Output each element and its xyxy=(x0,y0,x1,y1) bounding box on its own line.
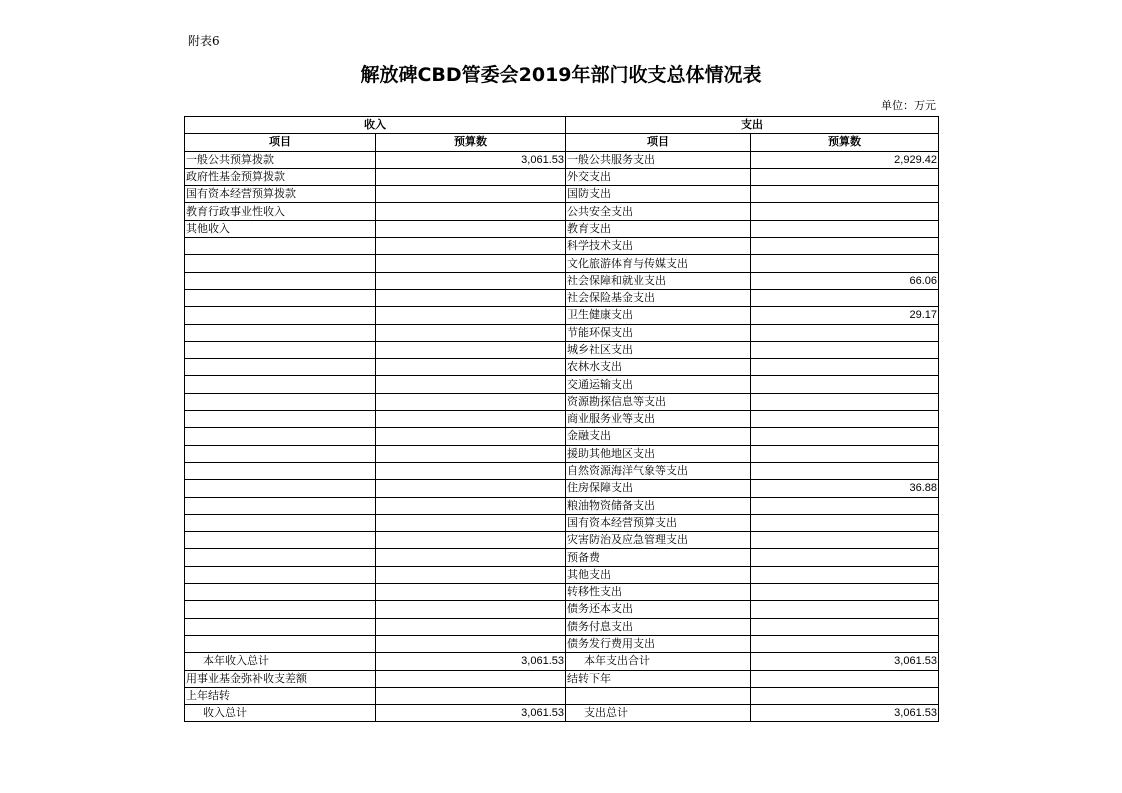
income-item-cell xyxy=(185,532,376,549)
expense-value-cell xyxy=(751,445,939,462)
table-row xyxy=(185,566,939,583)
income-item-cell xyxy=(185,635,376,652)
summary-expense-value-cell: 3,061.53 xyxy=(751,653,939,670)
expense-value-cell xyxy=(751,255,939,272)
table-row xyxy=(185,497,939,514)
income-value-cell xyxy=(376,307,566,324)
expense-item-cell: 农林水支出 xyxy=(566,359,751,376)
expense-value-cell xyxy=(751,618,939,635)
table-row xyxy=(185,289,939,306)
income-value-cell xyxy=(376,584,566,601)
summary-income-value-cell xyxy=(376,670,566,687)
income-item-header: 项目 xyxy=(185,134,376,151)
expense-item-cell: 节能环保支出 xyxy=(566,324,751,341)
table-row xyxy=(185,341,939,358)
expense-item-cell: 城乡社区支出 xyxy=(566,341,751,358)
income-value-cell xyxy=(376,532,566,549)
expense-item-cell: 商业服务业等支出 xyxy=(566,411,751,428)
income-value-cell xyxy=(376,601,566,618)
expense-item-header: 项目 xyxy=(566,134,751,151)
summary-expense-item-cell xyxy=(566,687,751,704)
expense-value-cell xyxy=(751,497,939,514)
income-value-cell xyxy=(376,480,566,497)
income-value-cell xyxy=(376,272,566,289)
expense-item-cell: 金融支出 xyxy=(566,428,751,445)
summary-row xyxy=(185,670,939,687)
income-item-cell xyxy=(185,238,376,255)
expense-value-cell xyxy=(751,428,939,445)
table-row xyxy=(185,203,939,220)
expense-value-cell xyxy=(751,238,939,255)
table-row xyxy=(185,307,939,324)
income-item-cell xyxy=(185,376,376,393)
summary-expense-value-cell: 3,061.53 xyxy=(751,705,939,722)
income-value-cell xyxy=(376,376,566,393)
expense-value-cell xyxy=(751,514,939,531)
summary-income-item-cell: 收入总计 xyxy=(185,705,376,722)
income-value-cell xyxy=(376,203,566,220)
expense-item-cell: 国防支出 xyxy=(566,186,751,203)
expense-item-cell: 住房保障支出 xyxy=(566,480,751,497)
expense-value-cell xyxy=(751,601,939,618)
income-value-cell xyxy=(376,359,566,376)
income-value-cell: 3,061.53 xyxy=(376,151,566,168)
expense-item-cell: 债务还本支出 xyxy=(566,601,751,618)
summary-row xyxy=(185,653,939,670)
expense-item-cell: 灾害防治及应急管理支出 xyxy=(566,532,751,549)
summary-expense-item-cell: 本年支出合计 xyxy=(566,653,751,670)
income-item-cell xyxy=(185,307,376,324)
income-item-cell: 其他收入 xyxy=(185,220,376,237)
expense-item-cell: 自然资源海洋气象等支出 xyxy=(566,462,751,479)
income-value-cell xyxy=(376,549,566,566)
expense-value-cell: 2,929.42 xyxy=(751,151,939,168)
column-header-row xyxy=(185,134,939,151)
expense-value-cell xyxy=(751,203,939,220)
expense-item-cell: 卫生健康支出 xyxy=(566,307,751,324)
income-value-cell xyxy=(376,341,566,358)
summary-income-value-cell xyxy=(376,687,566,704)
income-item-cell xyxy=(185,289,376,306)
income-value-cell xyxy=(376,566,566,583)
unit-label: 单位：万元 xyxy=(881,99,936,112)
income-value-cell xyxy=(376,255,566,272)
summary-expense-value-cell xyxy=(751,670,939,687)
income-item-cell: 国有资本经营预算拨款 xyxy=(185,186,376,203)
income-item-cell: 政府性基金预算拨款 xyxy=(185,168,376,185)
income-item-cell xyxy=(185,428,376,445)
summary-income-value-cell: 3,061.53 xyxy=(376,653,566,670)
expense-item-cell: 社会保险基金支出 xyxy=(566,289,751,306)
income-item-cell xyxy=(185,584,376,601)
income-item-cell xyxy=(185,462,376,479)
income-item-cell xyxy=(185,324,376,341)
income-item-cell: 教育行政事业性收入 xyxy=(185,203,376,220)
expense-value-cell xyxy=(751,324,939,341)
table-row xyxy=(185,514,939,531)
table-row xyxy=(185,376,939,393)
expense-item-cell: 教育支出 xyxy=(566,220,751,237)
income-item-cell xyxy=(185,618,376,635)
income-value-cell xyxy=(376,497,566,514)
table-row xyxy=(185,601,939,618)
expense-value-cell: 36.88 xyxy=(751,480,939,497)
expense-section-header: 支出 xyxy=(566,117,939,134)
income-item-cell xyxy=(185,497,376,514)
table-row xyxy=(185,480,939,497)
expense-value-cell xyxy=(751,341,939,358)
expense-value-cell xyxy=(751,532,939,549)
table-row xyxy=(185,255,939,272)
expense-value-cell: 66.06 xyxy=(751,272,939,289)
expense-value-cell: 29.17 xyxy=(751,307,939,324)
income-item-cell xyxy=(185,411,376,428)
income-item-cell xyxy=(185,514,376,531)
expense-item-cell: 公共安全支出 xyxy=(566,203,751,220)
income-value-cell xyxy=(376,186,566,203)
expense-value-cell xyxy=(751,168,939,185)
table-row xyxy=(185,151,939,168)
income-value-cell xyxy=(376,324,566,341)
income-value-cell xyxy=(376,168,566,185)
summary-income-item-cell: 本年收入总计 xyxy=(185,653,376,670)
table-row xyxy=(185,272,939,289)
table-row xyxy=(185,359,939,376)
income-item-cell xyxy=(185,566,376,583)
expense-item-cell: 其他支出 xyxy=(566,566,751,583)
expense-value-cell xyxy=(751,635,939,652)
income-value-cell xyxy=(376,635,566,652)
table-row xyxy=(185,532,939,549)
summary-expense-item-cell: 支出总计 xyxy=(566,705,751,722)
summary-income-item-cell: 上年结转 xyxy=(185,687,376,704)
table-row xyxy=(185,635,939,652)
income-item-cell xyxy=(185,255,376,272)
income-value-cell xyxy=(376,428,566,445)
income-value-cell xyxy=(376,411,566,428)
income-item-cell xyxy=(185,445,376,462)
expense-item-cell: 粮油物资储备支出 xyxy=(566,497,751,514)
expense-value-cell xyxy=(751,462,939,479)
summary-income-item-cell: 用事业基金弥补收支差额 xyxy=(185,670,376,687)
income-value-cell xyxy=(376,445,566,462)
table-row xyxy=(185,549,939,566)
expense-item-cell: 预备费 xyxy=(566,549,751,566)
expense-value-cell xyxy=(751,359,939,376)
table-row xyxy=(185,584,939,601)
expense-item-cell: 债务发行费用支出 xyxy=(566,635,751,652)
expense-item-cell: 国有资本经营预算支出 xyxy=(566,514,751,531)
expense-value-cell xyxy=(751,393,939,410)
table-row xyxy=(185,462,939,479)
summary-expense-value-cell xyxy=(751,687,939,704)
table-row xyxy=(185,220,939,237)
table-row xyxy=(185,445,939,462)
income-value-cell xyxy=(376,618,566,635)
income-item-cell xyxy=(185,341,376,358)
income-value-cell xyxy=(376,514,566,531)
expense-value-cell xyxy=(751,220,939,237)
income-value-cell xyxy=(376,220,566,237)
expense-item-cell: 文化旅游体育与传媒支出 xyxy=(566,255,751,272)
expense-item-cell: 外交支出 xyxy=(566,168,751,185)
income-item-cell xyxy=(185,272,376,289)
table-row xyxy=(185,618,939,635)
table-row xyxy=(185,393,939,410)
table-row xyxy=(185,324,939,341)
attachment-label: 附表6 xyxy=(188,34,220,48)
expense-item-cell: 债务付息支出 xyxy=(566,618,751,635)
budget-table-body xyxy=(185,117,939,722)
income-value-cell xyxy=(376,393,566,410)
expense-item-cell: 援助其他地区支出 xyxy=(566,445,751,462)
income-value-cell xyxy=(376,238,566,255)
expense-item-cell: 科学技术支出 xyxy=(566,238,751,255)
income-section-header: 收入 xyxy=(185,117,566,134)
expense-item-cell: 转移性支出 xyxy=(566,584,751,601)
expense-item-cell: 一般公共服务支出 xyxy=(566,151,751,168)
expense-value-cell xyxy=(751,411,939,428)
section-header-row xyxy=(185,117,939,134)
table-row xyxy=(185,428,939,445)
income-item-cell xyxy=(185,393,376,410)
table-row xyxy=(185,411,939,428)
expense-value-cell xyxy=(751,566,939,583)
income-value-cell xyxy=(376,289,566,306)
table-row xyxy=(185,168,939,185)
expense-value-cell xyxy=(751,289,939,306)
expense-item-cell: 交通运输支出 xyxy=(566,376,751,393)
expense-value-cell xyxy=(751,549,939,566)
expense-budget-header: 预算数 xyxy=(751,134,939,151)
income-item-cell xyxy=(185,359,376,376)
expense-value-cell xyxy=(751,186,939,203)
summary-row xyxy=(185,687,939,704)
expense-value-cell xyxy=(751,584,939,601)
table-row xyxy=(185,238,939,255)
table-row xyxy=(185,186,939,203)
income-value-cell xyxy=(376,462,566,479)
income-item-cell xyxy=(185,549,376,566)
page-title: 解放碑CBD管委会2019年部门收支总体情况表 xyxy=(360,64,762,86)
expense-item-cell: 资源勘探信息等支出 xyxy=(566,393,751,410)
summary-row xyxy=(185,705,939,722)
income-item-cell xyxy=(185,601,376,618)
expense-item-cell: 社会保障和就业支出 xyxy=(566,272,751,289)
budget-table xyxy=(184,116,939,722)
summary-income-value-cell: 3,061.53 xyxy=(376,705,566,722)
income-item-cell: 一般公共预算拨款 xyxy=(185,151,376,168)
income-budget-header: 预算数 xyxy=(376,134,566,151)
summary-expense-item-cell: 结转下年 xyxy=(566,670,751,687)
expense-value-cell xyxy=(751,376,939,393)
income-item-cell xyxy=(185,480,376,497)
